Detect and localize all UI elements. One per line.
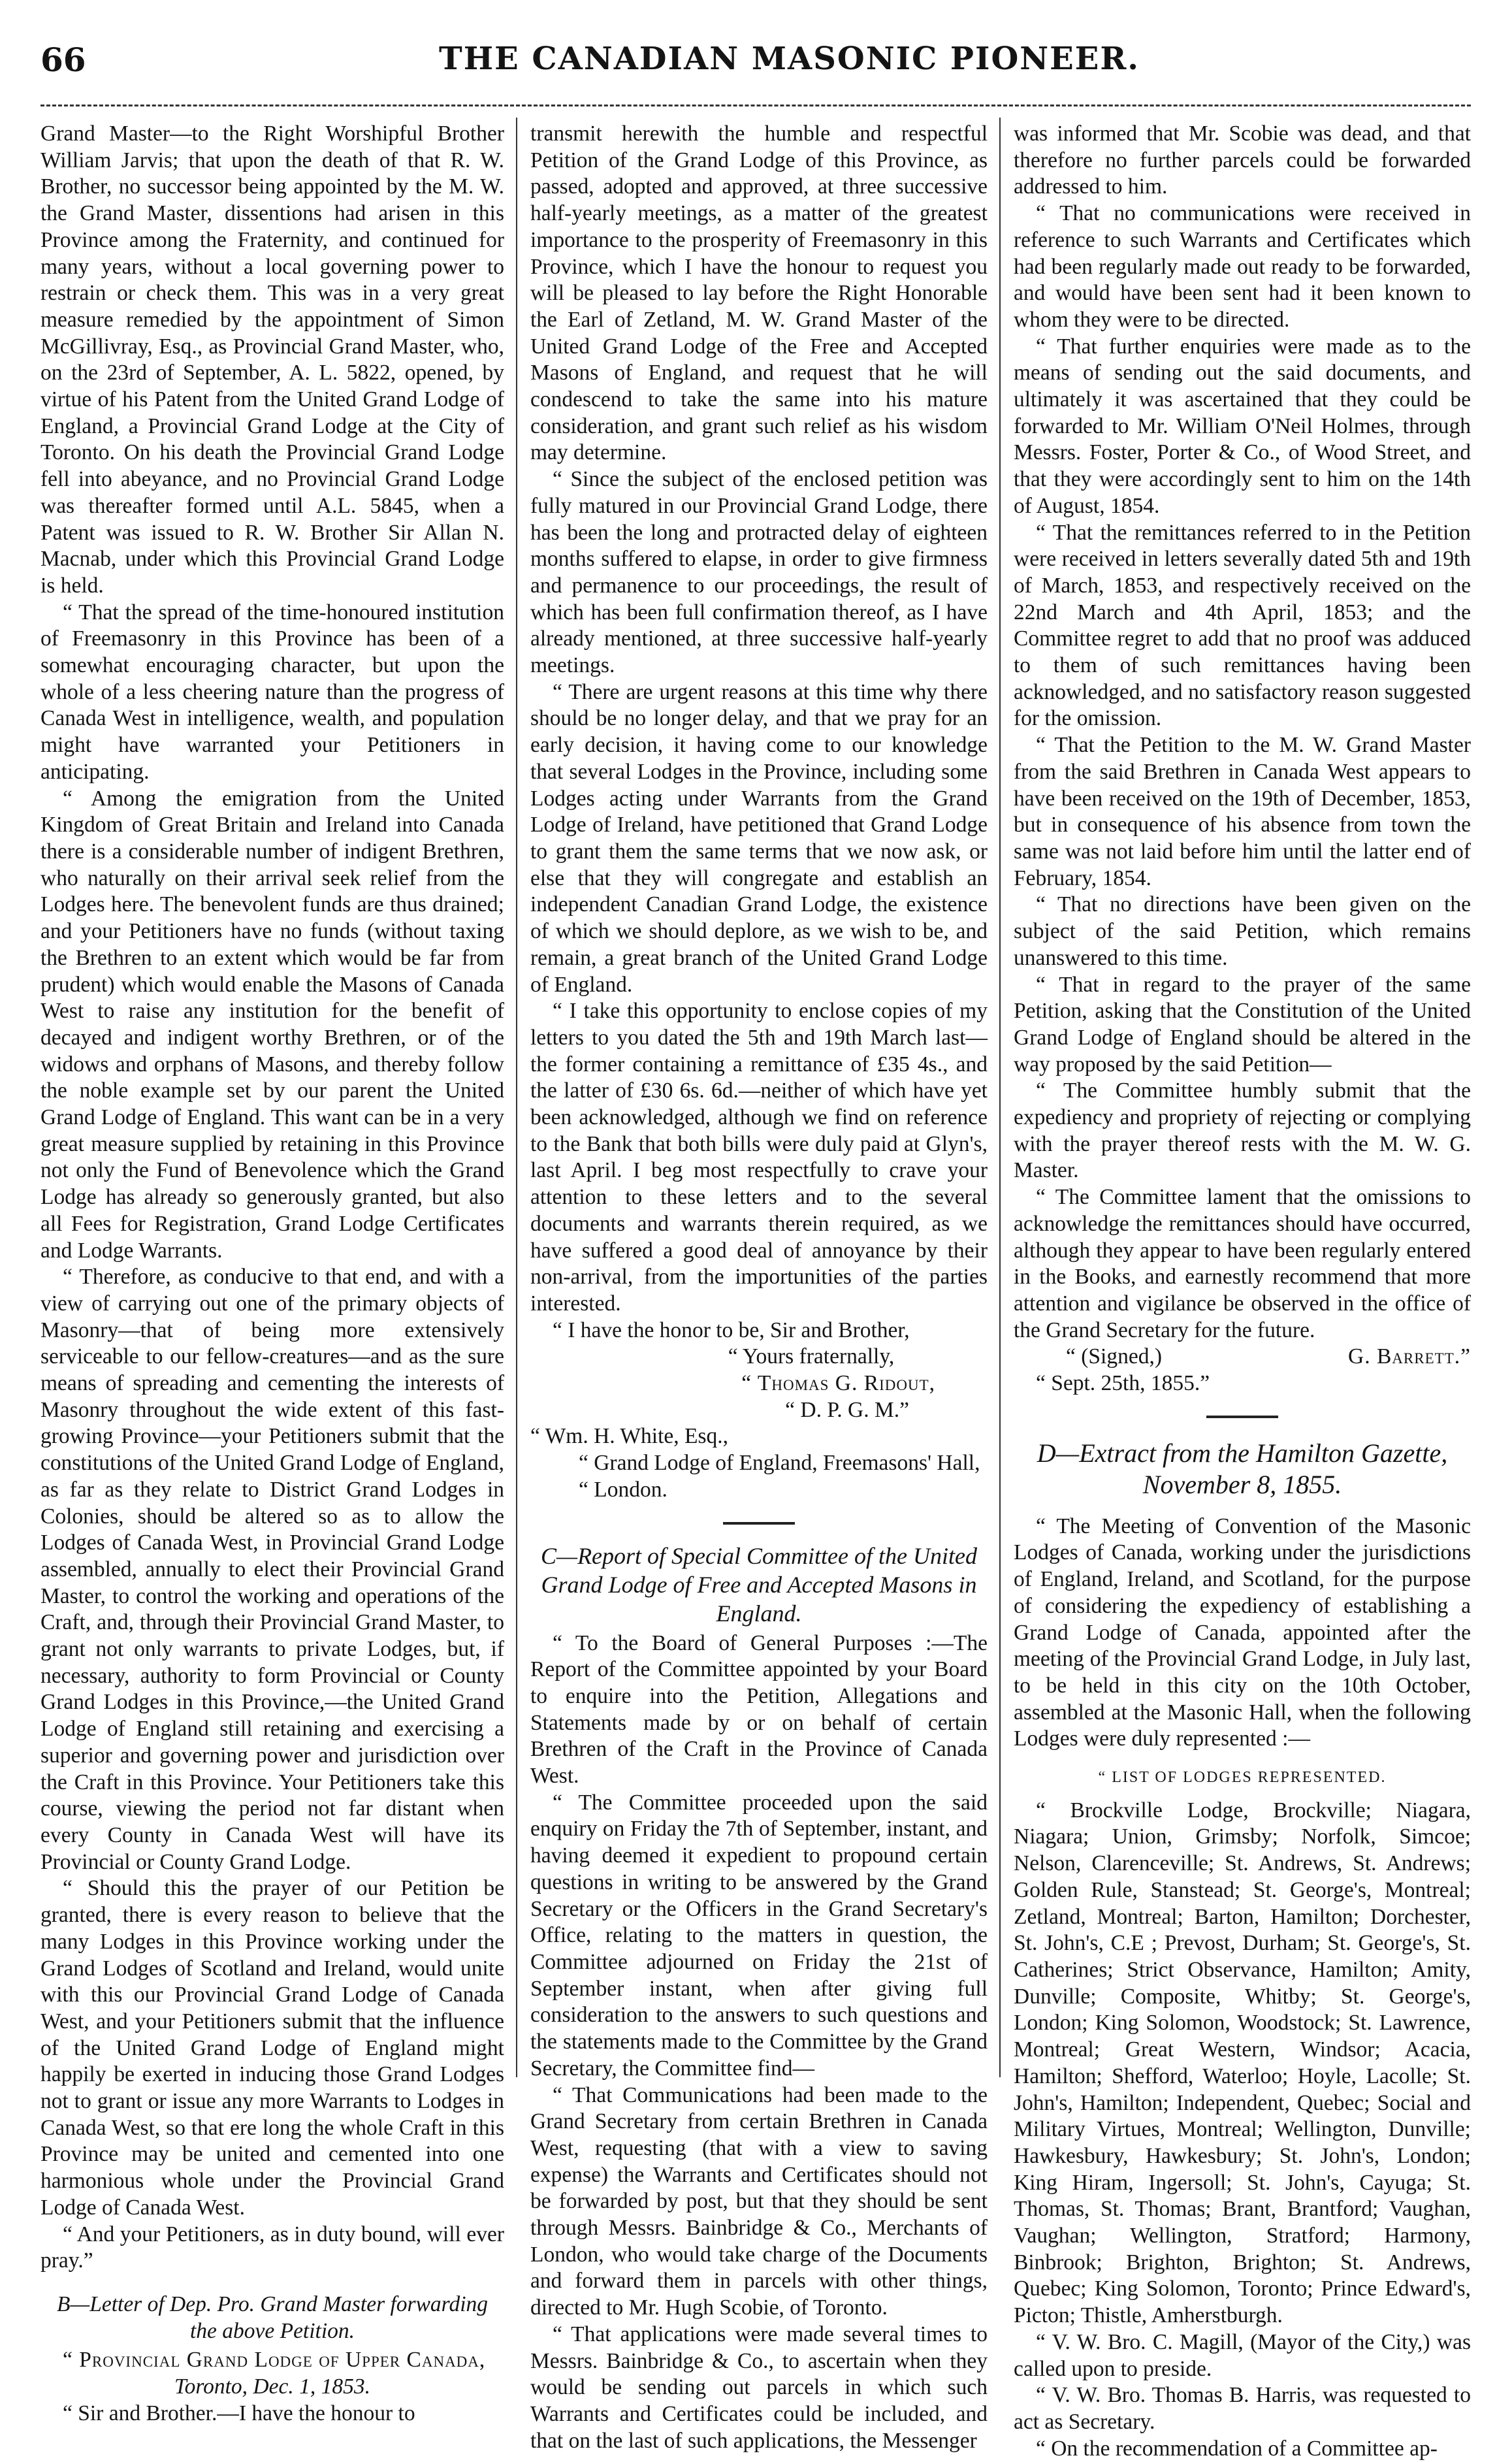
letter-address: “ Provincial Grand Lodge of Upper Canada,	[63, 2348, 486, 2373]
page-header	[40, 40, 1471, 99]
paragraph: “ That further enquiries were made as to the means of sending out the said documents, and ultimately it was ascertained that they could be forwarded to Mr. William O'Neil Holmes, through Messrs. Foster, Porter & Co., of Wood Street, and that they were accordingly sent to him on the 14th of August, 1854.	[1014, 334, 1471, 518]
signed-label: “ (Signed,)	[1066, 1344, 1162, 1369]
paragraph: “ The Committee lament that the omissions to acknowledge the remittances should have occurred, although they appear to have been regularly entered in the Books, and earnestly recommend that more attention and vigilance be observed in the office of the Grand Secretary for the future.	[1014, 1185, 1471, 1342]
section-heading-b: B—Letter of Dep. Pro. Grand Master forwarding the above Petition.	[56, 2292, 489, 2343]
letter-place-date: Toronto, Dec. 1, 1853.	[174, 2374, 370, 2399]
paragraph: “ Since the subject of the enclosed petition was fully matured in our Provincial Grand Lodge, there has been the long and protracted delay of eighteen months suffered to elapse, in order to give firmness and permanence to our proceedings, the result of which has been full confirmation thereof, as I have already mentioned, at three successive half-yearly meetings.	[530, 467, 988, 678]
letter-addressee-line: “ London.	[579, 1477, 668, 1502]
paragraph: “ The Committee humbly submit that the expediency and propriety of rejecting or complying with the prayer thereof rests with the M. W. G. Master.	[1014, 1078, 1471, 1183]
paragraph: “ And your Petitioners, as in duty bound, will ever pray.”	[40, 2222, 504, 2273]
paragraph: “ V. W. Bro. Thomas B. Harris, was requested to act as Secretary.	[1014, 2383, 1471, 2434]
column-2	[530, 121, 988, 2454]
lodge-list: “ Brockville Lodge, Brockville; Niagara, Niagara; Union, Grimsby; Norfolk, Simcoe; Nelson, Clarenceville; St. Andrews, St. Andrews; Golden Rule, Stanstead; St. George's, Montreal; Zetland, Montreal; Barton, Hamilton; Dorchester, St. John's, C.E ; Prevost, Durham; St. George's, St. Catherines; Strict Observance, Hamilton; Amity, Dunville; Composite, Whitby; St. George's, London; King Solomon, Woodstock; St. Lawrence, Montreal; Great Western, Windsor; Acacia, Hamilton; Shefford, Waterloo; Hoyle, Lacolle; St. John's, Hamilton; Independent, Quebec; Social and Military Virtues, Montreal; Wellington, Dunville; Hawkesbury, Hawkesbury; St. John's, London; King Hiram, Ingersoll; St. John's, Cayuga; St. Thomas, St. Thomas; Brant, Brantford; Vaughan, Vaughan; Wellington, Stratford; Harmony, Binbrook; Brighton, Brighton; St. Andrews, Quebec; King Solomon, Toronto; Prince Edward's, Picton; Thistle, Amherstburgh.	[1014, 1798, 1471, 2328]
paragraph: “ To the Board of General Purposes :—The Report of the Committee appointed by your Board to enquire into the Petition, Allegations and Statements made by or on behalf of certain Brethren of the Craft in the Province of Canada West.	[530, 1630, 988, 1789]
paragraph: “ Among the emigration from the United Kingdom of Great Britain and Ireland into Canada there is a considerable number of indigent Brethren, who naturally on their arrival seek relief from the Lodges here. The benevolent funds are thus drained; and your Petitioners have no funds (without taxing the Brethren to an extent which would be far from prudent) which would enable the Masons of Canada West to raise any institution for the benefit of decayed and indigent worthy Brethren, or of the widows and orphans of Masons, and thereby follow the noble example set by our parent the United Grand Lodge of England. This want can be in a very great measure supplied by retaining in this Province not only the Fund of Benevolence which the Grand Lodge has already so generously granted, but also all Fees for Registration, Grand Lodge Certificates and Lodge Warrants.	[40, 786, 504, 1263]
paragraph: “ The Meeting of Convention of the Masonic Lodges of Canada, working under the jurisdictions of England, Ireland, and Scotland, for the purpose of considering the expediency of establishing a Grand Lodge of Canada, appointed after the meeting of the Provincial Grand Lodge, in July last, to be held in this city on the 10th October, assembled at the Masonic Hall, when the following Lodges were duly represented :—	[1014, 1514, 1471, 1751]
letter-addressee: “ Wm. H. White, Esq.,	[530, 1424, 729, 1449]
letter-salutation: “ Sir and Brother.—I have the honour to	[63, 2401, 415, 2425]
paragraph: “ That applications were made several times to Messrs. Bainbridge & Co., to ascertain when they would be sending out parcels in which such Warrants and Certificates could be included, and that on the last of such applications, the Messenger	[530, 2322, 988, 2453]
paragraph: “ On the recommendation of a Committee ap-	[1036, 2436, 1438, 2461]
paragraph: “ There are urgent reasons at this time why there should be no longer delay, and that we pray for an early decision, it having come to our knowledge that several Lodges in the Province, including some Lodges acting under Warrants from the Grand Lodge of Ireland, have petitioned that Grand Lodge to grant them the same terms that we now ask, or else that they will congregate and establish an independent Canadian Grand Lodge, the existence of which we should deplore, as we wish to be, and remain, a great branch of the United Grand Lodge of England.	[530, 679, 988, 997]
paragraph: “ Therefore, as conducive to that end, and with a view of carrying out one of the primary objects of Masonry—that of being more extensively serviceable to our fellow-creatures—and as the sure means of spreading and cementing the interests of Masonry throughout the wide extent of this fast-growing Province—your Petitioners submit that the constitutions of the United Grand Lodge of England, as far as they relate to District Grand Lodges in Colonies, should be altered so as to allow the Lodges of Canada West, in Provincial Grand Lodge assembled, annually to elect their Provincial Grand Master, to control the working and operations of the Craft, and, through their Provincial Grand Master, to grant not only warrants to private Lodges, but, if necessary, authority to form Provincial or County Grand Lodges in this Province,—the United Grand Lodge of England still retaining and exercising a superior and governing power and jurisdiction over the Craft in this Province. Your Petitioners take this course, viewing the period not far distant when every County in Canada West will have its Provincial or County Grand Lodge.	[40, 1265, 504, 1874]
paragraph: “ That no communications were received in reference to such Warrants and Certificates which had been regularly made out ready to be forwarded, and would have been sent had it been known to whom they were to be directed.	[1014, 201, 1471, 332]
column-divider	[516, 118, 517, 2077]
list-heading: “ LIST OF LODGES REPRESENTED.	[1098, 1769, 1387, 1787]
paragraph: “ I take this opportunity to enclose copies of my letters to you dated the 5th and 19th March last—the former containing a remittance of £35 4s., and the latter of £30 6s. 6d.—neither of which have yet been acknowledged, although we find on reference to the Bank that both bills were duly paid at Glyn's, last April. I beg most respectfully to crave your attention to these letters and to the several documents and warrants therein required, as we have suffered a good deal of annoyance by their non-arrival, from the importunities of the parties interested.	[530, 999, 988, 1316]
letter-signer-title: “ D. P. G. M.”	[785, 1397, 909, 1422]
letter-closing: “ Yours fraternally,	[728, 1344, 895, 1369]
column-1	[40, 121, 504, 2427]
page-number: 66	[40, 40, 86, 79]
paragraph: “ I have the honor to be, Sir and Brother,	[553, 1318, 910, 1342]
journal-title: THE CANADIAN MASONIC PIONEER.	[439, 40, 1140, 77]
paragraph: “ That the spread of the time-honoured institution of Freemasonry in this Province has been of a somewhat encouraging character, but upon the whole of a less cheering nature than the progress of Canada West in intelligence, wealth, and population might have warranted your Petitioners in anticipating.	[40, 600, 504, 784]
paragraph: “ That Communications had been made to the Grand Secretary from certain Brethren in Canada West, requesting (that with a view to saving expense) the Warrants and Certificates should not be forwarded by post, but that they should be sent through Messrs. Bainbridge & Co., Merchants of London, who would take charge of the Documents and forward them in parcels with other things, directed to Mr. Hugh Scobie, of Toronto.	[530, 2082, 988, 2320]
report-date: “ Sept. 25th, 1855.”	[1036, 1371, 1210, 1396]
paragraph: “ That the remittances referred to in the Petition were received in letters severally dated 5th and 19th of March, 1853, and respectively received on the 22nd March and 4th April, 1853; and the Committee regret to add that no proof was adduced to them of such remittances having been acknowledged, and no satisfactory reason suggested for the omission.	[1014, 520, 1471, 731]
paragraph: “ That in regard to the prayer of the same Petition, asking that the Constitution of the United Grand Lodge of England should be altered in the way proposed by the said Petition—	[1014, 972, 1471, 1077]
column-divider	[999, 118, 1001, 2077]
letter-addressee-line: “ Grand Lodge of England, Freemasons' Hall,	[579, 1451, 980, 1476]
paragraph: “ V. W. Bro. C. Magill, (Mayor of the City,) was called upon to preside.	[1014, 2329, 1471, 2381]
signature-line	[1014, 1344, 1471, 1370]
section-heading-d: D—Extract from the Hamilton Gazette, November 8, 1855.	[1037, 1438, 1448, 1499]
paragraph: “ That the Petition to the M. W. Grand Master from the said Brethren in Canada West appears to have been received on the 19th of December, 1853, but in consequence of his absence from town the same was not laid before him until the latter end of February, 1854.	[1014, 733, 1471, 890]
paragraph: transmit herewith the humble and respectful Petition of the Grand Lodge of this Province, as passed, adopted and approved, at three successive half-yearly meetings, as a matter of the greatest importance to the prosperity of Freemasonry in this Province, which I have the honour to request you will be pleased to lay before the Right Honorable the Earl of Zetland, M. W. Grand Master of the United Grand Lodge of the Free and Accepted Masons of England, and request that he will condescend to take the same into his mature consideration, and grant such relief as his wisdom may determine.	[530, 121, 988, 465]
paragraph: Grand Master—to the Right Worshipful Brother William Jarvis; that upon the death of that R. W. Brother, no successor being appointed by the M. W. the Grand Master, dissentions had arisen in this Province among the Fraternity, and continued for many years, without a local governing power to restrain or check them. This was in a very great measure remedied by the appointment of Simon McGillivray, Esq., as Provincial Grand Master, who, on the 23rd of September, A. L. 5822, opened, by virtue of his Patent from the United Grand Lodge of England, a Provincial Grand Lodge at the City of Toronto. On his death the Provincial Grand Lodge fell into abeyance, and no Provincial Grand Lodge was thereafter formed until A.L. 5845, when a Patent was issued to R. W. Brother Sir Allan N. Macnab, under which this Provincial Grand Lodge is held.	[40, 121, 504, 598]
column-3	[1014, 121, 1471, 2462]
paragraph: “ Should this the prayer of our Petition be granted, there is every reason to believe that the many Lodges in this Province working under the Grand Lodges of Scotland and Ireland, would unite with this our Provincial Grand Lodge of Canada West, and your Petitioners submit that the influence of the United Grand Lodge of England might happily be exerted in inducing those Grand Lodges not to grant or issue any more Warrants to Lodges in Canada West, so that ere long the whole Craft in this Province may be united and cemented into one harmonious whole under the Provincial Grand Lodge of Canada West.	[40, 1876, 504, 2220]
paragraph: “ That no directions have been given on the subject of the said Petition, which remains unanswered to this time.	[1014, 892, 1471, 970]
section-rule	[1206, 1416, 1278, 1418]
section-rule	[723, 1522, 795, 1525]
signed-name: G. Barrett.”	[1348, 1344, 1471, 1369]
section-heading-c: C—Report of Special Committee of the United Grand Lodge of Free and Accepted Masons in England.	[541, 1542, 977, 1627]
paragraph: “ The Committee proceeded upon the said enquiry on Friday the 7th of September, instant, and having deemed it expedient to propound certain questions in writing to be answered by the Grand Secretary or the Officers in the Grand Secretary's Office, relating to the matters in question, the Committee adjourned on Friday the 21st of September instant, when after giving full consideration to the answers to such questions and the statements made to the Committee by the Grand Secretary, the Committee find—	[530, 1790, 988, 2081]
letter-signer: “ Thomas G. Ridout,	[741, 1371, 935, 1396]
header-rule	[40, 105, 1471, 110]
paragraph: was informed that Mr. Scobie was dead, and that therefore no further parcels could be forwarded addressed to him.	[1014, 121, 1471, 199]
